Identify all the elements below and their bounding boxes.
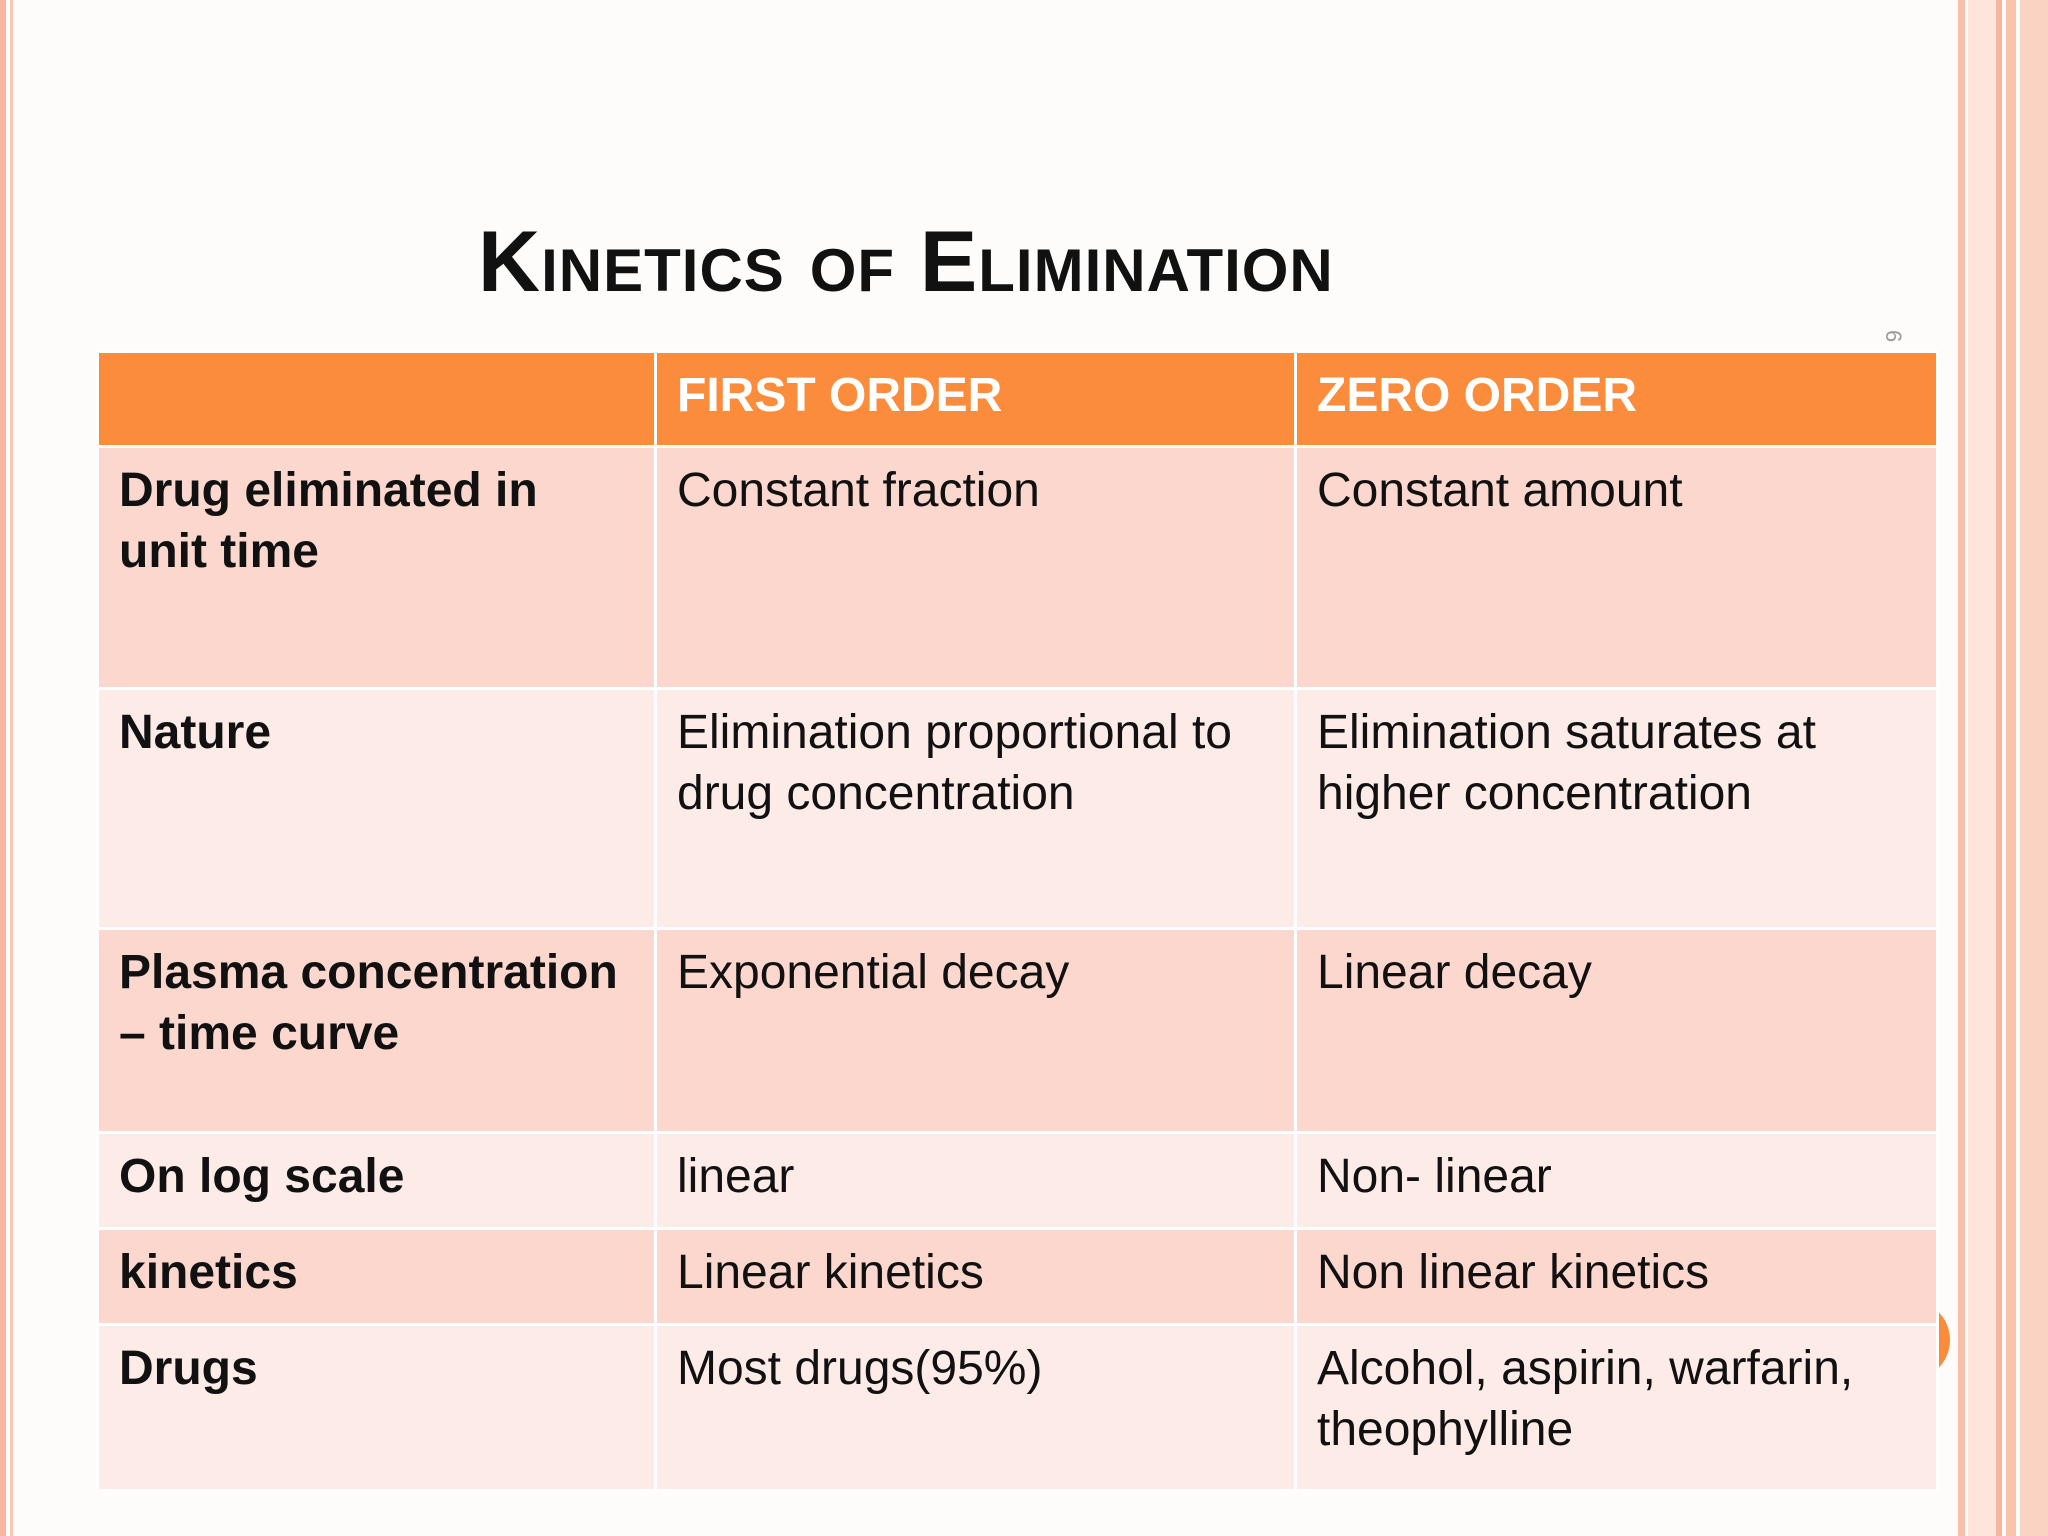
row-label: kinetics	[98, 1229, 656, 1325]
kinetics-comparison-table	[96, 350, 1939, 1492]
zero-order-cell: Alcohol, aspirin, warfarin, theophylline	[1296, 1325, 1938, 1491]
header-zero-order: ZERO ORDER	[1296, 352, 1938, 447]
first-order-cell: Linear kinetics	[656, 1229, 1296, 1325]
header-first-order: FIRST ORDER	[656, 352, 1296, 447]
table-row	[98, 1229, 1938, 1325]
left-border-stripe	[0, 0, 6, 1536]
row-label: Nature	[98, 689, 656, 929]
table-row	[98, 689, 1938, 929]
first-order-cell: Elimination proportional to drug concentration	[656, 689, 1296, 929]
first-order-cell: Exponential decay	[656, 929, 1296, 1133]
zero-order-cell: Non linear kinetics	[1296, 1229, 1938, 1325]
first-order-cell: Most drugs(95%)	[656, 1325, 1296, 1491]
slide-number: 6	[1881, 330, 1906, 343]
zero-order-cell: Linear decay	[1296, 929, 1938, 1133]
zero-order-cell: Non- linear	[1296, 1133, 1938, 1229]
left-border-stripe-thin	[10, 0, 13, 1536]
row-label: Plasma concentration – time curve	[98, 929, 656, 1133]
table-row	[98, 447, 1938, 689]
table-header-row	[98, 352, 1938, 447]
right-border-stripe	[2006, 0, 2016, 1536]
header-cell-empty	[98, 352, 656, 447]
first-order-cell: Constant fraction	[656, 447, 1296, 689]
row-label: On log scale	[98, 1133, 656, 1229]
right-border-stripe	[1996, 0, 2002, 1536]
page-title: Kinetics of Elimination	[478, 214, 1334, 310]
first-order-cell: linear	[656, 1133, 1296, 1229]
right-border-stripe	[2020, 0, 2048, 1536]
table-row	[98, 929, 1938, 1133]
row-label: Drug eliminated in unit time	[98, 447, 656, 689]
table-row	[98, 1133, 1938, 1229]
zero-order-cell: Constant amount	[1296, 447, 1938, 689]
table-row	[98, 1325, 1938, 1491]
row-label: Drugs	[98, 1325, 656, 1491]
right-border-stripe	[1968, 0, 1996, 1536]
zero-order-cell: Elimination saturates at higher concentration	[1296, 689, 1938, 929]
right-border-stripe	[1958, 0, 1965, 1536]
